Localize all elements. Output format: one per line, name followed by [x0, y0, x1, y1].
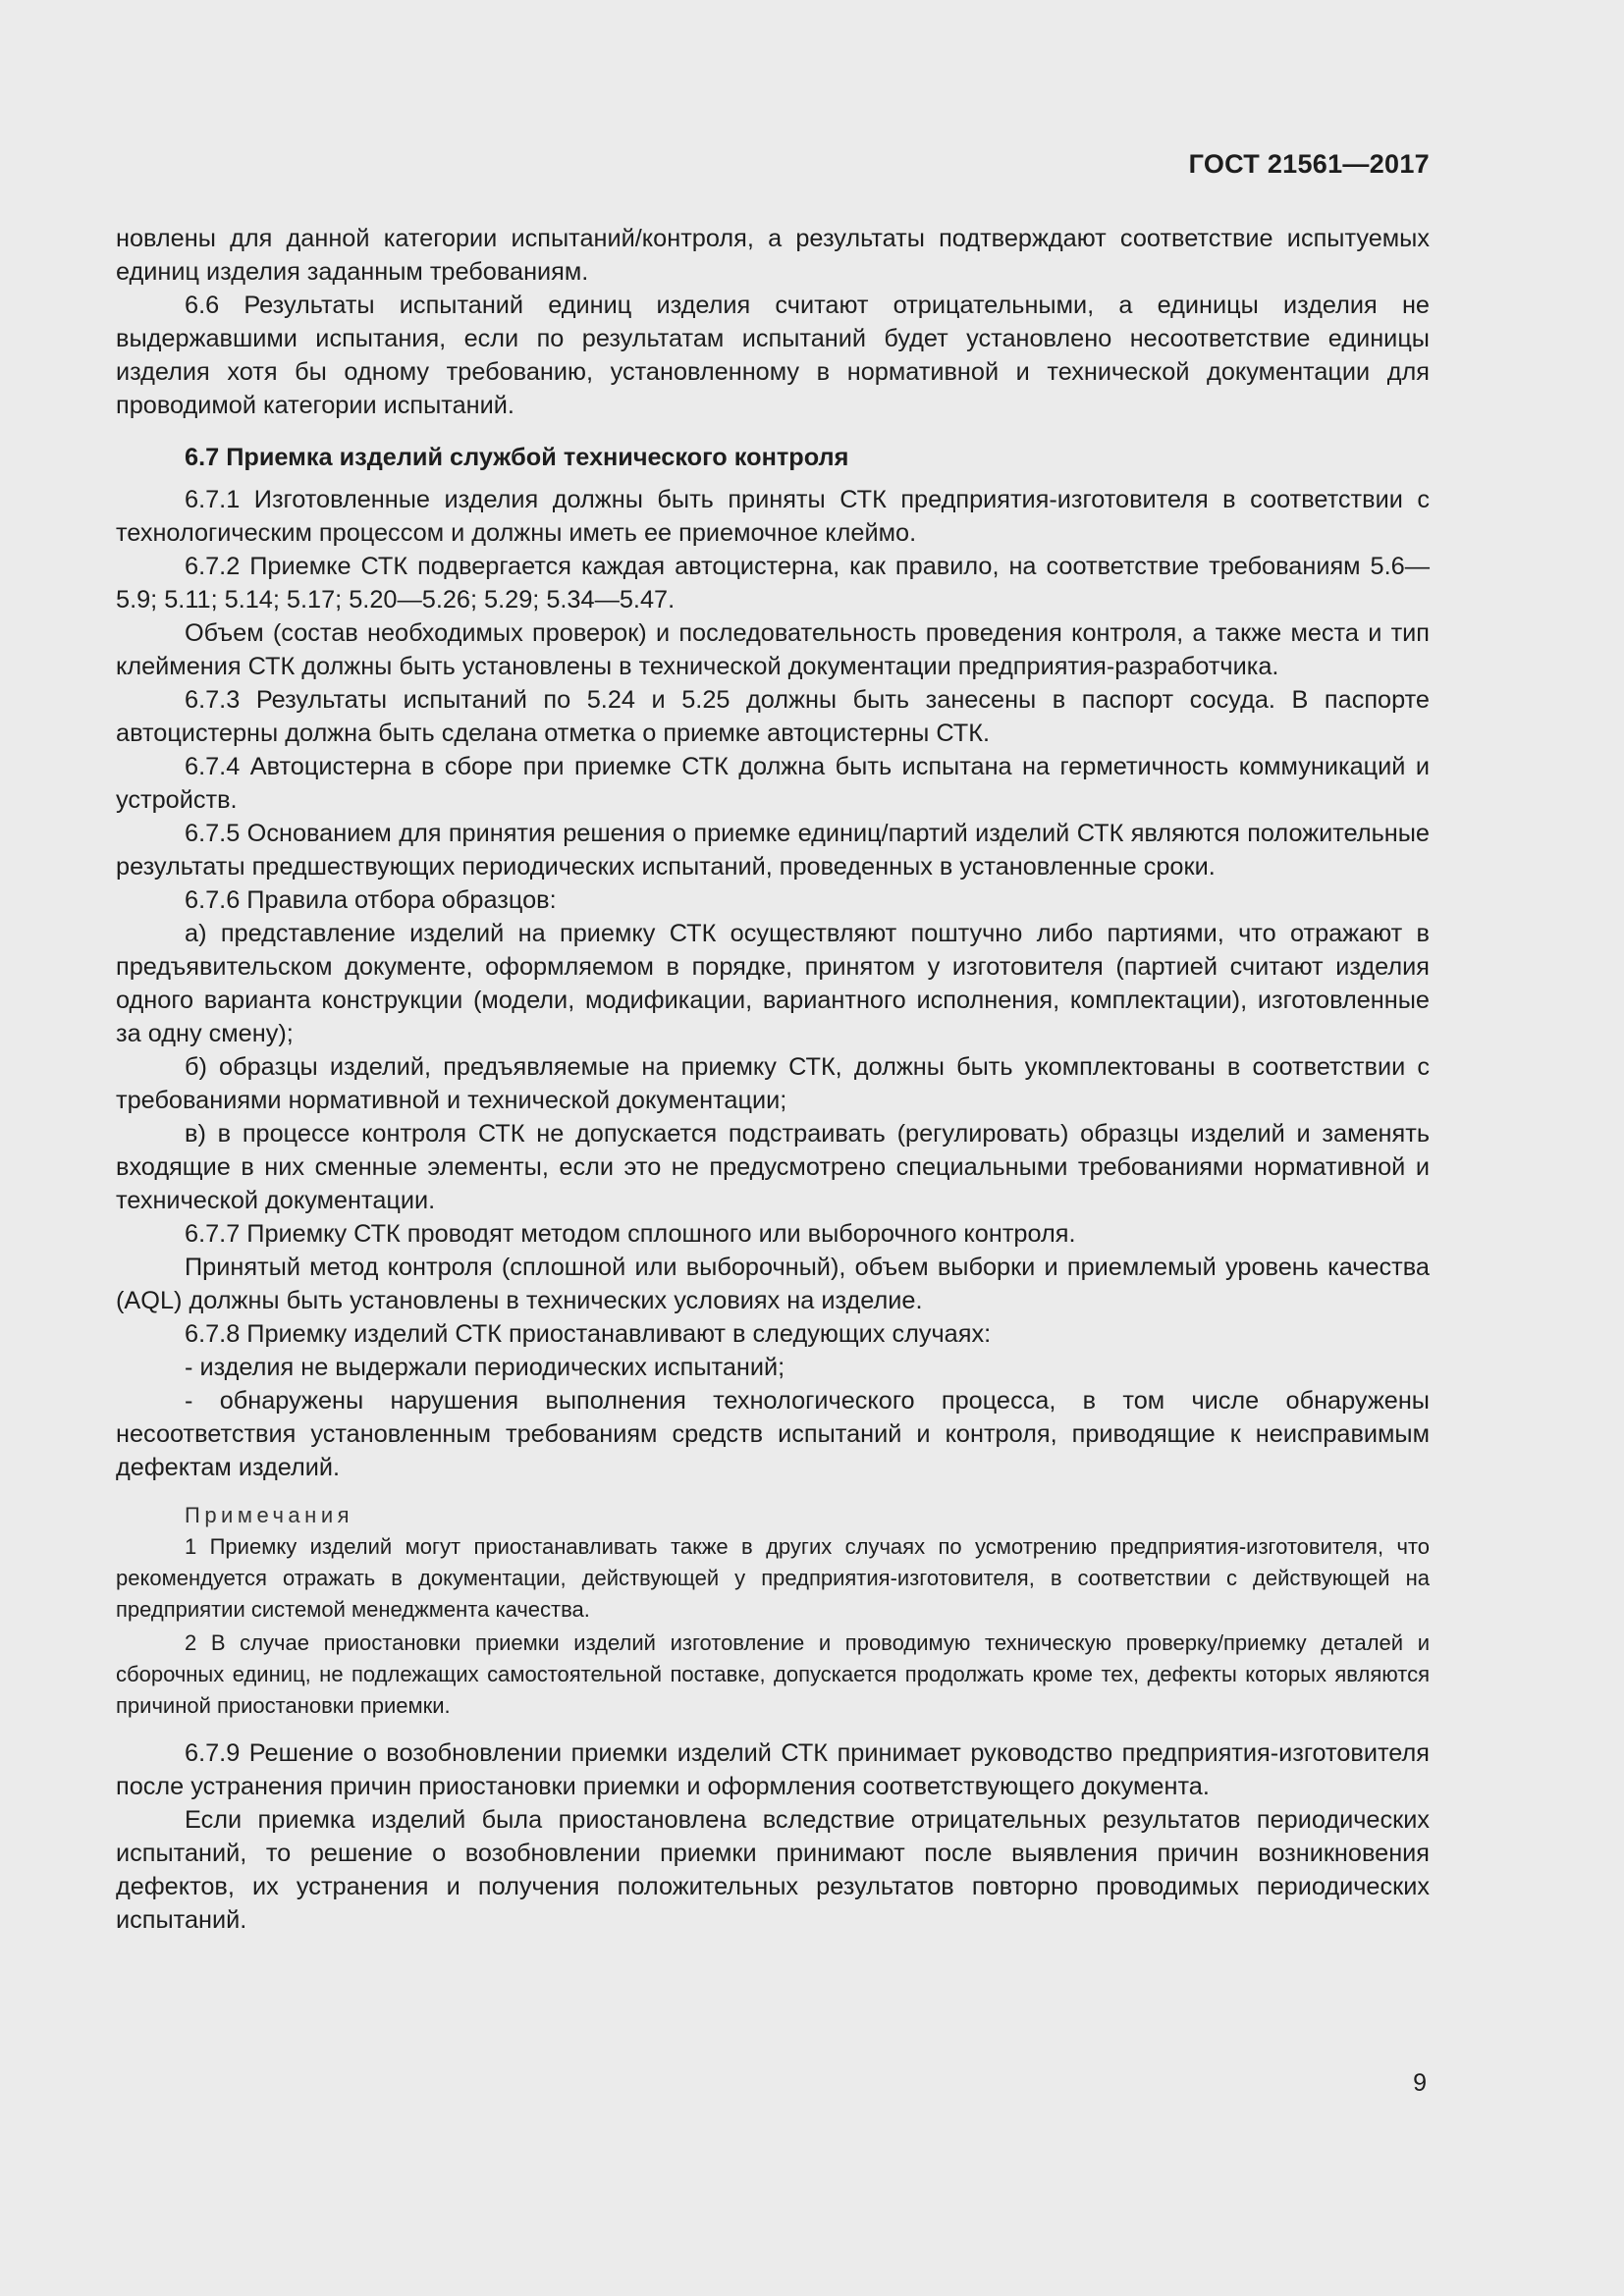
list-item: - обнаружены нарушения выполнения технологического процесса, в том числе обнаружены несоответствия установленным требованиям средств испытаний и контроля, приводящие к неисправимым дефектам изделий.	[116, 1387, 1430, 1481]
paragraph: 6.6 Результаты испытаний единиц изделия считают отрицательными, а единицы изделия не выдержавшими испытания, если по результатам испытаний будет установлено несоответствие единицы изделия хотя бы одному требованию, установленному в нормативной и технической документации для проводимой категории испытаний.	[116, 292, 1430, 419]
paragraph: 6.7.4 Автоцистерна в сборе при приемке СТК должна быть испытана на герметичность коммуникаций и устройств.	[116, 753, 1430, 814]
notes-title: Примечания	[185, 1503, 354, 1527]
list-item: б) образцы изделий, предъявляемые на приемку СТК, должны быть укомплектованы в соответствии с требованиями нормативной и технической документации;	[116, 1053, 1430, 1114]
list-item: а) представление изделий на приемку СТК осуществляют поштучно либо партиями, что отражают в предъявительском документе, оформляемом в порядке, принятом у изготовителя (партией считают изделия одного варианта конструкции (модели, модификации, вариантного исполнения, комплектации), изготовленные за одну смену);	[116, 920, 1430, 1047]
document-header: ГОСТ 21561—2017	[1188, 149, 1430, 179]
paragraph: 6.7.1 Изготовленные изделия должны быть приняты СТК предприятия-изготовителя в соответствии с технологическим процессом и должны иметь ее приемочное клеймо.	[116, 486, 1430, 547]
section-heading: 6.7 Приемка изделий службой технического контроля	[185, 444, 849, 471]
paragraph: Объем (состав необходимых проверок) и последовательность проведения контроля, а также места и тип клеймения СТК должны быть установлены в технической документации предприятия-разработчика.	[116, 619, 1430, 680]
paragraph: Если приемка изделий была приостановлена вследствие отрицательных результатов периодических испытаний, то решение о возобновлении приемки принимают после выявления причин возникновения дефектов, их устранения и получения положительных результатов повторно проводимых периодических испытаний.	[116, 1806, 1430, 1934]
paragraph: 6.7.7 Приемку СТК проводят методом сплошного или выборочного контроля.	[185, 1220, 1076, 1248]
list-item: - изделия не выдержали периодических испытаний;	[185, 1354, 785, 1381]
document-body	[116, 222, 1430, 1937]
paragraph: 6.7.2 Приемке СТК подвергается каждая автоцистерна, как правило, на соответствие требованиям 5.6—5.9; 5.11; 5.14; 5.17; 5.20—5.26; 5.29; 5.34—5.47.	[116, 553, 1430, 614]
paragraph: новлены для данной категории испытаний/контроля, а результаты подтверждают соответствие испытуемых единиц изделия заданным требованиям.	[116, 225, 1430, 286]
paragraph: 6.7.3 Результаты испытаний по 5.24 и 5.25 должны быть занесены в паспорт сосуда. В паспорте автоцистерны должна быть сделана отметка о приемке автоцистерны СТК.	[116, 686, 1430, 747]
note: 2 В случае приостановки приемки изделий изготовление и проводимую техническую проверку/приемку деталей и сборочных единиц, не подлежащих самостоятельной поставке, допускается продолжать кроме тех, дефекты которых являются причиной приостановки приемки.	[116, 1630, 1430, 1718]
paragraph: 6.7.8 Приемку изделий СТК приостанавливают в следующих случаях:	[185, 1320, 992, 1348]
paragraph: 6.7.5 Основанием для принятия решения о приемке единиц/партий изделий СТК являются положительные результаты предшествующих периодических испытаний, проведенных в установленные сроки.	[116, 820, 1430, 881]
list-item: в) в процессе контроля СТК не допускается подстраивать (регулировать) образцы изделий и заменять входящие в них сменные элементы, если это не предусмотрено специальными требованиями нормативной и технической документации.	[116, 1120, 1430, 1214]
note: 1 Приемку изделий могут приостанавливать также в других случаях по усмотрению предприятия-изготовителя, что рекомендуется отражать в документации, действующей у предприятия-изготовителя, в соответствии с действующей на предприятии системой менеджмента качества.	[116, 1534, 1430, 1622]
paragraph: Принятый метод контроля (сплошной или выборочный), объем выборки и приемлемый уровень качества (AQL) должны быть установлены в технических условиях на изделие.	[116, 1254, 1430, 1314]
paragraph: 6.7.9 Решение о возобновлении приемки изделий СТК принимает руководство предприятия-изготовителя после устранения причин приостановки приемки и оформления соответствующего документа.	[116, 1739, 1430, 1800]
document-page	[116, 0, 1430, 2296]
page-number: 9	[1413, 2069, 1427, 2097]
paragraph: 6.7.6 Правила отбора образцов:	[185, 886, 557, 914]
